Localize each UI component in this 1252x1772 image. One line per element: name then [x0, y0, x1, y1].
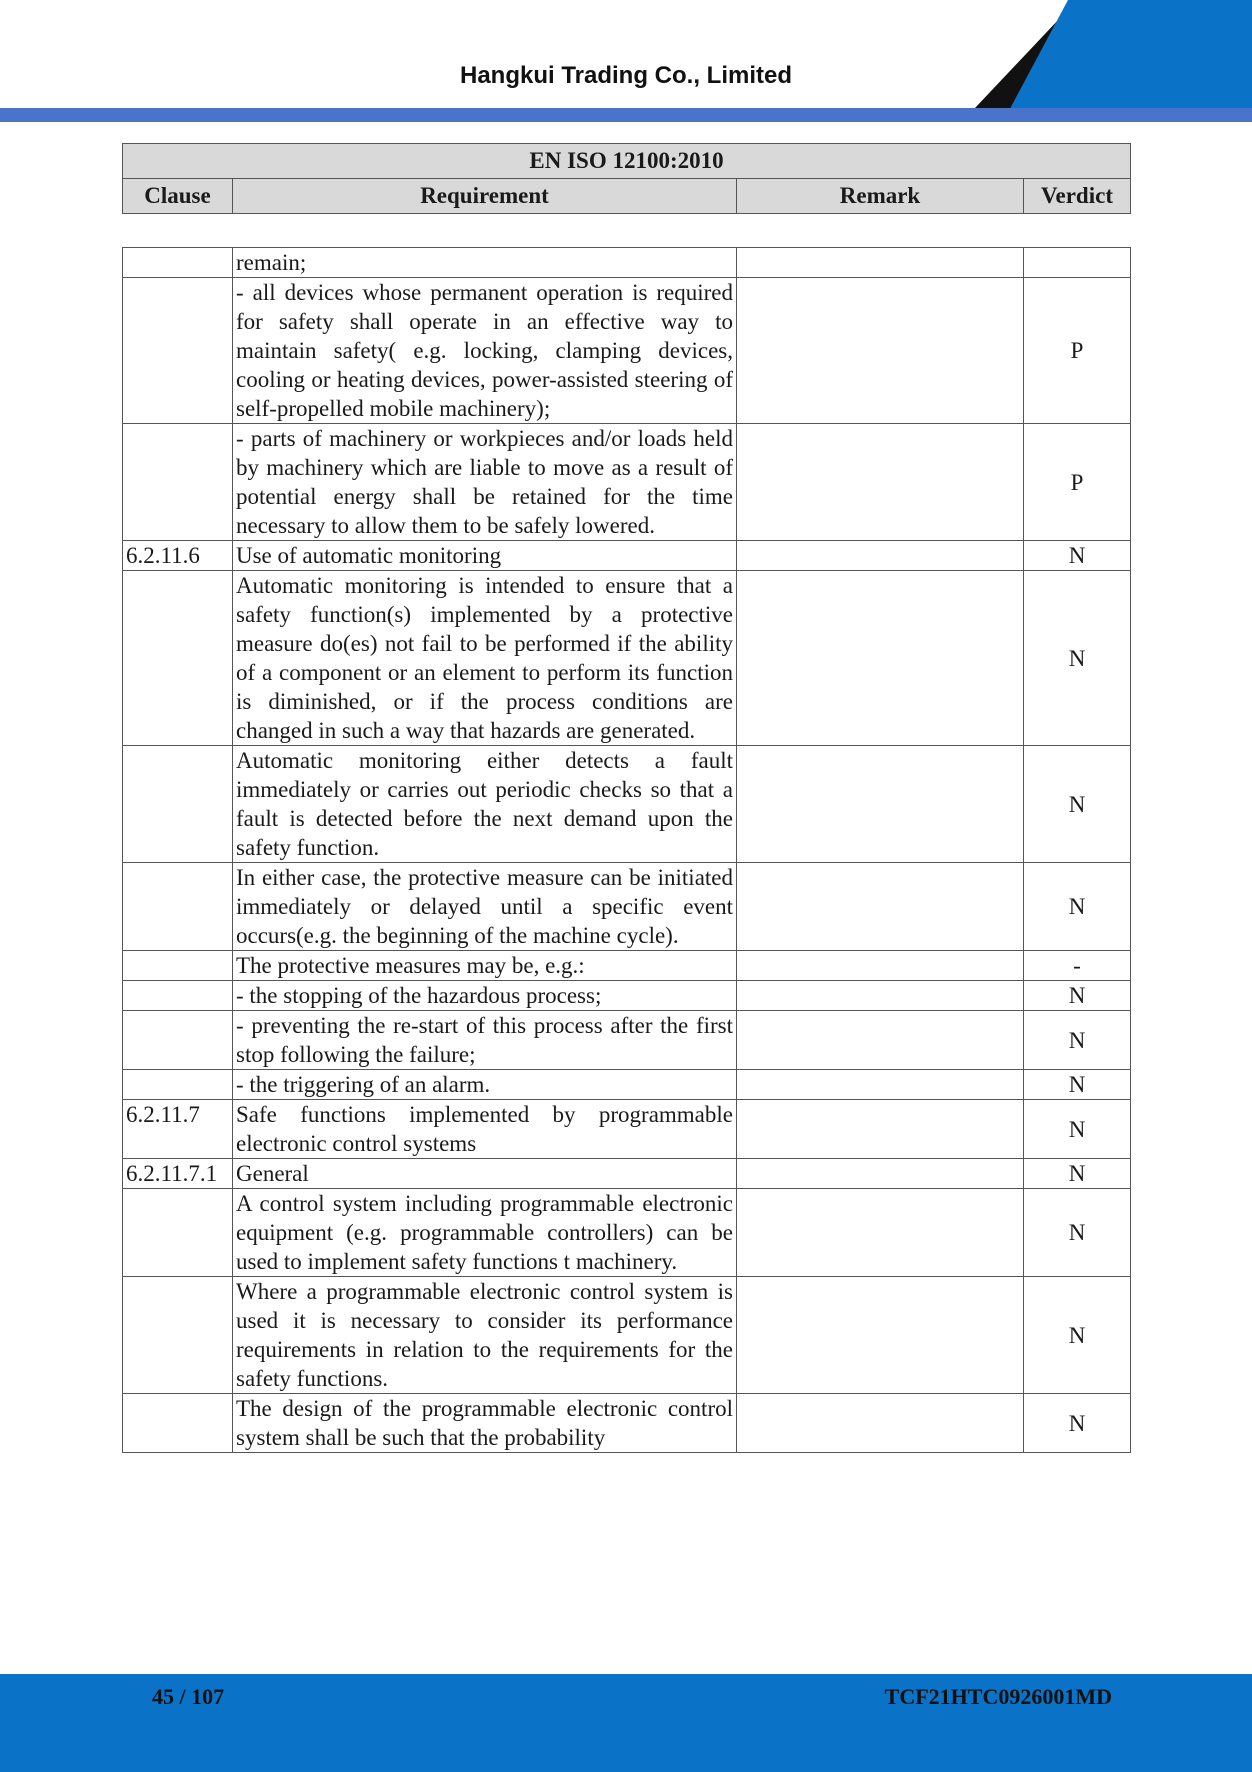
requirement-cell: - the stopping of the hazardous process; — [233, 981, 737, 1011]
clause-cell — [123, 951, 233, 981]
table-row — [123, 424, 1131, 541]
requirement-cell: The protective measures may be, e.g.: — [233, 951, 737, 981]
remark-cell — [737, 424, 1024, 541]
table-row — [123, 1070, 1131, 1100]
verdict-cell: N — [1024, 1394, 1131, 1453]
requirement-cell: Automatic monitoring either detects a fault immediately or carries out periodic checks so that a fault is detected before the next demand upon the safety function. — [233, 746, 737, 863]
table-row — [123, 1189, 1131, 1277]
clause-cell — [123, 278, 233, 424]
table-row — [123, 1159, 1131, 1189]
requirement-cell: General — [233, 1159, 737, 1189]
clause-cell — [123, 1011, 233, 1070]
table-row — [123, 951, 1131, 981]
verdict-cell: N — [1024, 541, 1131, 571]
remark-cell — [737, 571, 1024, 746]
verdict-cell: N — [1024, 1189, 1131, 1277]
requirement-cell: Automatic monitoring is intended to ensure that a safety function(s) implemented by a protective measure do(es) not fail to be performed if the ability of a component or an element to perform its function is diminished, or if the process conditions are changed in such a way that hazards are generated. — [233, 571, 737, 746]
remark-cell — [737, 981, 1024, 1011]
verdict-cell: N — [1024, 1070, 1131, 1100]
verdict-cell: N — [1024, 571, 1131, 746]
table-header — [122, 143, 1131, 214]
table-row — [123, 981, 1131, 1011]
clause-cell — [123, 424, 233, 541]
report-number: TCF21HTC0926001MD — [884, 1684, 1112, 1709]
requirement-cell: - the triggering of an alarm. — [233, 1070, 737, 1100]
column-header-clause: Clause — [123, 179, 233, 214]
verdict-cell: P — [1024, 424, 1131, 541]
remark-cell — [737, 863, 1024, 951]
clause-cell: 6.2.11.7.1 — [123, 1159, 233, 1189]
table-row — [123, 571, 1131, 746]
clause-cell — [123, 981, 233, 1011]
column-header-verdict: Verdict — [1024, 179, 1131, 214]
verdict-cell — [1024, 248, 1131, 278]
remark-cell — [737, 1011, 1024, 1070]
remark-cell — [737, 541, 1024, 571]
company-name: Hangkui Trading Co., Limited — [459, 62, 792, 89]
verdict-cell: N — [1024, 1277, 1131, 1394]
table-row — [123, 1100, 1131, 1159]
verdict-cell: P — [1024, 278, 1131, 424]
requirement-cell: The design of the programmable electronic control system shall be such that the probability — [233, 1394, 737, 1453]
header-bar — [0, 108, 1252, 122]
verdict-cell: N — [1024, 1011, 1131, 1070]
remark-cell — [737, 1070, 1024, 1100]
verdict-cell: N — [1024, 863, 1131, 951]
requirement-cell: A control system including programmable electronic equipment (e.g. programmable controllers) can be used to implement safety functions t machinery. — [233, 1189, 737, 1277]
clause-cell — [123, 1070, 233, 1100]
clause-cell — [123, 1189, 233, 1277]
column-header-requirement: Requirement — [233, 179, 737, 214]
remark-cell — [737, 1277, 1024, 1394]
remark-cell — [737, 1189, 1024, 1277]
verdict-cell: N — [1024, 981, 1131, 1011]
table-row — [123, 1277, 1131, 1394]
requirement-cell: - preventing the re-start of this process after the first stop following the failure; — [233, 1011, 737, 1070]
requirement-cell: Where a programmable electronic control system is used it is necessary to consider its performance requirements in relation to the requirements for the safety functions. — [233, 1277, 737, 1394]
table-row — [123, 746, 1131, 863]
verdict-cell: N — [1024, 1100, 1131, 1159]
remark-cell — [737, 951, 1024, 981]
verdict-cell: - — [1024, 951, 1131, 981]
clause-cell — [123, 746, 233, 863]
clause-cell — [123, 248, 233, 278]
remark-cell — [737, 278, 1024, 424]
requirement-cell: remain; — [233, 248, 737, 278]
table-row — [123, 248, 1131, 278]
verdict-cell: N — [1024, 746, 1131, 863]
table-row — [123, 541, 1131, 571]
requirement-cell: Use of automatic monitoring — [233, 541, 737, 571]
column-header-remark: Remark — [737, 179, 1024, 214]
table-row — [123, 278, 1131, 424]
requirement-cell: - all devices whose permanent operation is required for safety shall operate in an effective way to maintain safety( e.g. locking, clamping devices, cooling or heating devices, power-assisted steering of self-propelled mobile machinery); — [233, 278, 737, 424]
requirement-cell: - parts of machinery or workpieces and/or loads held by machinery which are liable to move as a result of potential energy shall be retained for the time necessary to allow them to be safely lowered. — [233, 424, 737, 541]
table-row — [123, 1011, 1131, 1070]
page-number: 45 / 107 — [152, 1684, 225, 1709]
clause-cell — [123, 571, 233, 746]
standard-title: EN ISO 12100:2010 — [123, 144, 1131, 179]
requirement-cell: Safe functions implemented by programmable electronic control systems — [233, 1100, 737, 1159]
table-row — [123, 863, 1131, 951]
remark-cell — [737, 248, 1024, 278]
clause-cell: 6.2.11.7 — [123, 1100, 233, 1159]
remark-cell — [737, 1159, 1024, 1189]
remark-cell — [737, 746, 1024, 863]
clause-cell — [123, 863, 233, 951]
table-row — [123, 1394, 1131, 1453]
requirements-table — [122, 247, 1131, 1453]
clause-cell: 6.2.11.6 — [123, 541, 233, 571]
clause-cell — [123, 1394, 233, 1453]
verdict-cell: N — [1024, 1159, 1131, 1189]
clause-cell — [123, 1277, 233, 1394]
requirement-cell: In either case, the protective measure can be initiated immediately or delayed until a specific event occurs(e.g. the beginning of the machine cycle). — [233, 863, 737, 951]
remark-cell — [737, 1100, 1024, 1159]
remark-cell — [737, 1394, 1024, 1453]
